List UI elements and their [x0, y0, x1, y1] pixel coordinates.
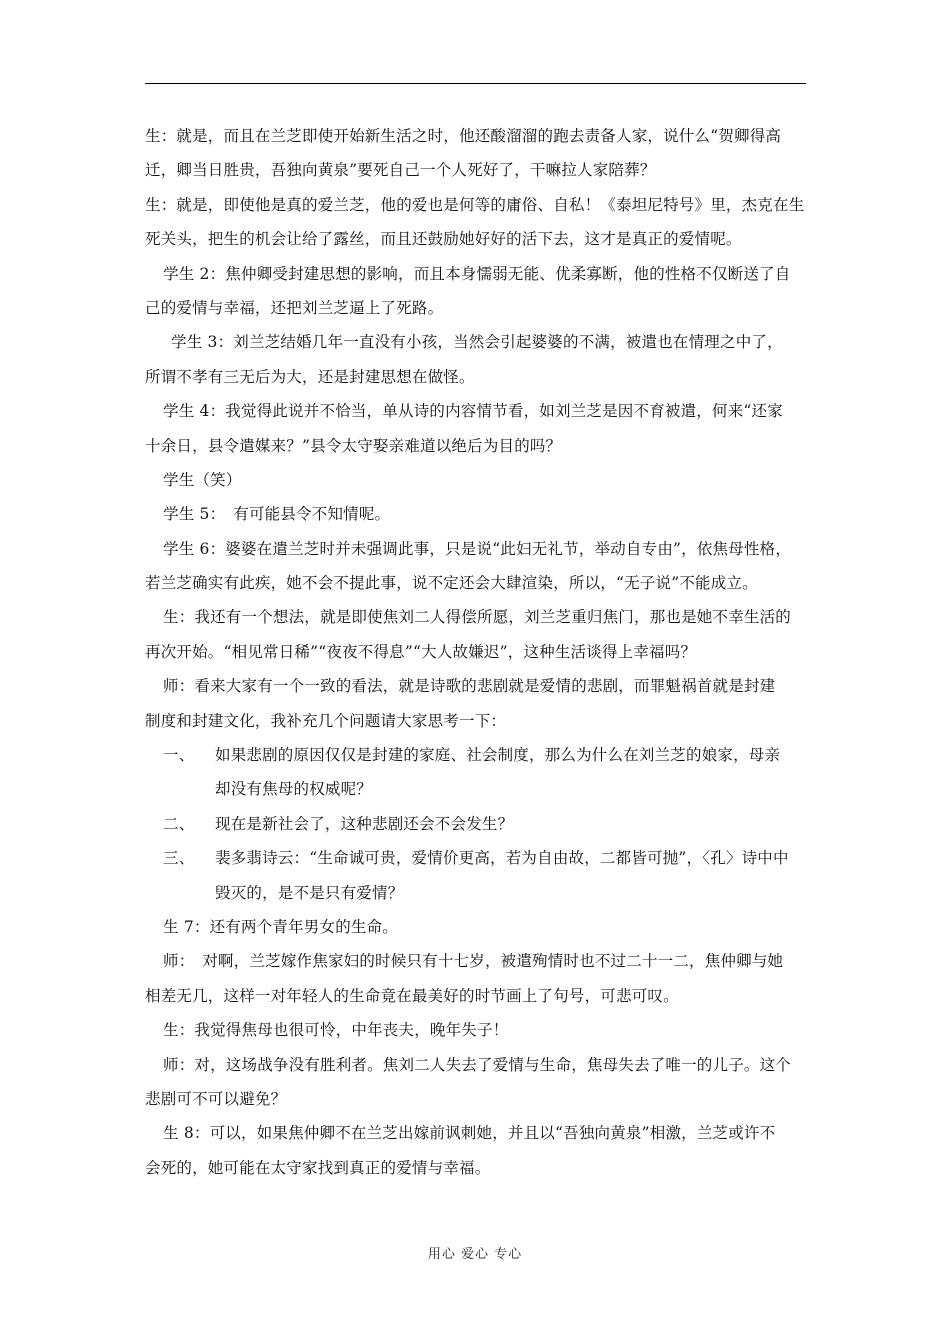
item-number: 三、 [163, 849, 195, 868]
text-line: 师： 对啊，兰芝嫁作焦家妇的时候只有十七岁，被遣殉情时也不过二十一二，焦仲卿与她 [163, 952, 784, 971]
text-line: 生：就是，即使他是真的爱兰芝，他的爱也是何等的庸俗、自私！《泰坦尼特号》里，杰克在生 [145, 195, 805, 214]
item-number: 二、 [163, 814, 195, 833]
text-line: 学生 5： 有可能县令不知情呢。 [163, 505, 391, 524]
text-line: 师：看来大家有一个一致的看法，就是诗歌的悲剧就是爱情的悲剧，而罪魁祸首就是封建 [163, 677, 776, 696]
text-line: 生 8：可以，如果焦仲卿不在兰芝出嫁前讽刺她，并且以“吾独向黄泉”相激，兰芝或许不 [163, 1124, 776, 1143]
page-footer: 用心 爱心 专心 [427, 1247, 523, 1262]
item-text: 裴多翡诗云：“生命诚可贵，爱情价更高，若为自由故，二都皆可抛”，〈孔〉诗中中 [215, 849, 789, 868]
text-line: 生：我还有一个想法，就是即使焦刘二人得偿所愿，刘兰芝重归焦门，那也是她不幸生活的 [163, 608, 792, 627]
text-line: 迁，卿当日胜贵，吾独向黄泉”要死自己一个人死好了，干嘛拉人家陪葬？ [145, 161, 656, 180]
text-line: 死关头，把生的机会让给了露丝，而且还鼓励她好好的活下去，这才是真正的爱情呢。 [145, 230, 742, 249]
text-line: 师：对，这场战争没有胜利者。焦刘二人失去了爱情与生命，焦母失去了唯一的儿子。这个 [163, 1055, 792, 1074]
text-line: 制度和封建文化，我补充几个问题请大家思考一下： [145, 711, 507, 730]
text-line: 生：我觉得焦母也很可怜，中年丧夫，晚年失子！ [163, 1021, 509, 1040]
text-line: 再次开始。“相见常日稀”“夜夜不得息”“大人故嫌迟”，这种生活谈得上幸福吗？ [145, 642, 697, 661]
document-body [145, 119, 810, 1185]
text-line: 生：就是，而且在兰芝即使开始新生活之时，他还酸溜溜的跑去责备人家，说什么“贺卿得高 [145, 127, 782, 145]
text-line: 却没有焦母的权威呢？ [215, 780, 373, 799]
numbered-item-1 [145, 738, 810, 772]
text-line: 悲剧可不可以避免？ [145, 1089, 287, 1108]
text-line: 学生 2：焦仲卿受封建思想的影响，而且本身懦弱无能、优柔寡断，他的性格不仅断送了自 [163, 264, 791, 283]
text-line: 十余日，县令遣媒来？”县令太守娶亲难道以绝后为目的吗？ [145, 436, 562, 455]
text-line: 若兰芝确实有此疾，她不会不提此事，说不定还会大肆渲染，所以，“无子说”不能成立。 [145, 574, 758, 593]
text-line: 学生 3：刘兰芝结婚几年一直没有小孩，当然会引起婆婆的不满，被遣也在情理之中了， [171, 333, 783, 352]
text-line: 会死的，她可能在太守家找到真正的爱情与幸福。 [145, 1158, 491, 1177]
numbered-item-3 [145, 841, 810, 875]
text-line: 所谓不孝有三无后为大，还是封建思想在做怪。 [145, 367, 475, 386]
item-text: 如果悲剧的原因仅仅是封建的家庭、社会制度，那么为什么在刘兰芝的娘家，母亲 [215, 746, 781, 765]
text-line: 己的爱情与幸福，还把刘兰芝逼上了死路。 [145, 298, 444, 317]
text-line: 学生 6：婆婆在遣兰芝时并未强调此事，只是说“此妇无礼节，举动自专由”，依焦母性格， [163, 539, 792, 558]
text-line: 学生（笑） [163, 470, 242, 489]
text-line: 生 7：还有两个青年男女的生命。 [163, 917, 398, 936]
text-line: 相差无几，这样一对年轻人的生命竟在最美好的时节画上了句号，可悲可叹。 [145, 986, 679, 1005]
text-line: 学生 4：我觉得此说并不恰当，单从诗的内容情节看，如刘兰芝是因不育被遣，何来“还家 [163, 402, 783, 421]
item-number: 一、 [163, 746, 195, 765]
header-rule [145, 83, 806, 84]
numbered-item-2 [145, 807, 810, 841]
text-line: 毁灭的，是不是只有爱情？ [215, 883, 404, 902]
item-text: 现在是新社会了，这种悲剧还会不会发生？ [215, 814, 514, 833]
